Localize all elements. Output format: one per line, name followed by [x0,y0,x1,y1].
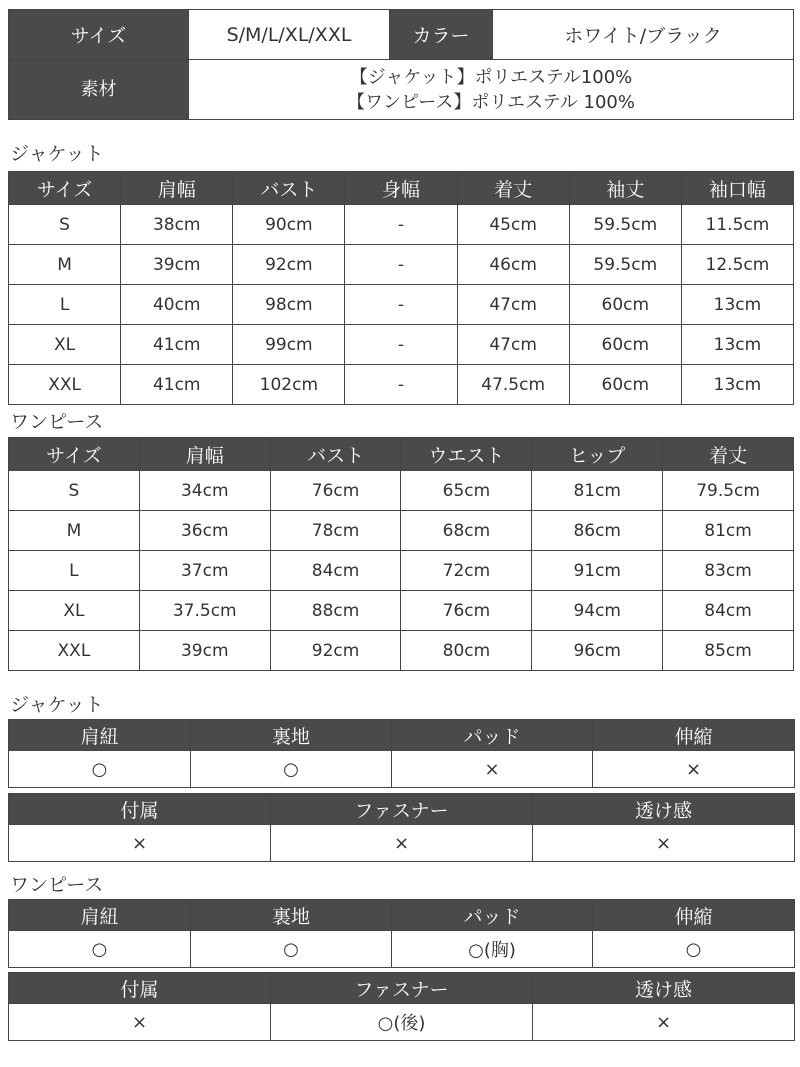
onepiece-feature-header: パッド [392,900,593,931]
onepiece-size-value-cell: 92cm [270,631,401,671]
onepiece-feature-header: 透け感 [533,973,795,1004]
jacket-features-table-2 [8,793,795,862]
material-line-onepiece: 【ワンピース】ポリエステル 100% [347,91,635,113]
onepiece-size-value-cell: 84cm [270,551,401,591]
onepiece-size-value-cell: 80cm [401,631,532,671]
onepiece-size-value-cell: 78cm [270,511,401,551]
onepiece-size-value-cell: 68cm [401,511,532,551]
jacket-size-value-cell: 12.5cm [681,245,793,285]
onepiece-feature-value: × [9,1004,271,1041]
jacket-size-table [8,171,794,405]
onepiece-size-value-cell: 86cm [532,511,663,551]
onepiece-size-value-cell: 36cm [139,511,270,551]
jacket-feature-header: ファスナー [271,794,533,825]
size-value: S/M/L/XL/XXL [189,10,390,60]
onepiece-size-value-cell: 88cm [270,591,401,631]
jacket-size-header-cell: サイズ [9,172,121,205]
onepiece-size-value-cell: 81cm [663,511,794,551]
spec-table [8,9,794,120]
onepiece-size-value-cell: 91cm [532,551,663,591]
jacket-size-value-cell: 90cm [233,205,345,245]
table-row [9,285,794,325]
onepiece-size-label-cell: L [9,551,140,591]
jacket-size-value-cell: 98cm [233,285,345,325]
table-row [9,591,794,631]
onepiece-size-value-cell: 37.5cm [139,591,270,631]
jacket-size-body [9,205,794,405]
jacket-size-value-cell: 59.5cm [569,205,681,245]
table-row [9,471,794,511]
jacket-size-value-cell: 60cm [569,285,681,325]
onepiece-size-value-cell: 79.5cm [663,471,794,511]
onepiece-size-value-cell: 34cm [139,471,270,511]
jacket-size-label-cell: M [9,245,121,285]
jacket-feature-value: × [533,825,795,862]
jacket-size-value-cell: 41cm [121,325,233,365]
color-label: カラー [390,10,493,60]
onepiece-size-value-cell: 94cm [532,591,663,631]
jacket-size-value-cell: - [345,205,457,245]
onepiece-feature-header: 肩紐 [9,900,191,931]
onepiece-size-value-cell: 81cm [532,471,663,511]
onepiece-size-label-cell: XL [9,591,140,631]
onepiece-size-value-cell: 39cm [139,631,270,671]
material-label: 素材 [9,60,189,120]
material-value [189,60,794,120]
jacket-size-label-cell: L [9,285,121,325]
jacket-size-header-row [9,172,794,205]
jacket-size-header-cell: 着丈 [457,172,569,205]
jacket-size-label-cell: S [9,205,121,245]
onepiece-features-table-2 [8,972,795,1041]
onepiece-size-header-cell: 着丈 [663,438,794,471]
jacket-size-label-cell: XL [9,325,121,365]
table-row [9,205,794,245]
jacket-feature-header: 透け感 [533,794,795,825]
table-row [9,245,794,285]
onepiece-size-label-cell: S [9,471,140,511]
onepiece-size-table [8,437,794,671]
onepiece-feature-value: ○ [593,931,795,968]
jacket-feature-header: 伸縮 [593,720,795,751]
jacket-size-value-cell: 47.5cm [457,365,569,405]
onepiece-size-header-cell: ウエスト [401,438,532,471]
jacket-features-title: ジャケット [10,694,104,716]
jacket-size-header-cell: 袖口幅 [681,172,793,205]
onepiece-feature-value: ○ [191,931,392,968]
jacket-feature-value: × [271,825,533,862]
jacket-size-value-cell: 40cm [121,285,233,325]
jacket-size-value-cell: 41cm [121,365,233,405]
onepiece-size-value-cell: 96cm [532,631,663,671]
onepiece-feature-header: 付属 [9,973,271,1004]
jacket-size-value-cell: 92cm [233,245,345,285]
onepiece-feature-value: × [533,1004,795,1041]
jacket-size-value-cell: - [345,245,457,285]
jacket-size-value-cell: 45cm [457,205,569,245]
table-row [9,631,794,671]
jacket-feature-header: 裏地 [191,720,392,751]
onepiece-size-value-cell: 85cm [663,631,794,671]
jacket-size-value-cell: 11.5cm [681,205,793,245]
onepiece-size-header-cell: ヒップ [532,438,663,471]
jacket-size-value-cell: 38cm [121,205,233,245]
onepiece-feature-header: ファスナー [271,973,533,1004]
material-line-jacket: 【ジャケット】ポリエステル100% [349,66,633,88]
jacket-size-title: ジャケット [10,143,104,165]
jacket-size-value-cell: 102cm [233,365,345,405]
onepiece-size-body [9,471,794,671]
jacket-size-value-cell: 46cm [457,245,569,285]
jacket-size-value-cell: - [345,285,457,325]
jacket-size-value-cell: 13cm [681,325,793,365]
jacket-size-value-cell: - [345,365,457,405]
onepiece-feature-value: ○(胸) [392,931,593,968]
onepiece-size-value-cell: 83cm [663,551,794,591]
onepiece-size-label-cell: XXL [9,631,140,671]
jacket-size-label-cell: XXL [9,365,121,405]
onepiece-size-header-row [9,438,794,471]
table-row [9,365,794,405]
onepiece-size-value-cell: 37cm [139,551,270,591]
size-label: サイズ [9,10,189,60]
onepiece-size-label-cell: M [9,511,140,551]
onepiece-size-header-cell: バスト [270,438,401,471]
onepiece-feature-header: 伸縮 [593,900,795,931]
jacket-size-header-cell: 袖丈 [569,172,681,205]
table-row [9,511,794,551]
jacket-feature-header: 肩紐 [9,720,191,751]
onepiece-features-table-1 [8,899,795,968]
jacket-feature-header: パッド [392,720,593,751]
onepiece-size-value-cell: 72cm [401,551,532,591]
onepiece-features-title: ワンピース [10,874,104,896]
jacket-feature-value: × [9,825,271,862]
onepiece-feature-value: ○ [9,931,191,968]
onepiece-size-title: ワンピース [10,411,104,433]
jacket-feature-value: ○ [9,751,191,788]
jacket-size-header-cell: 身幅 [345,172,457,205]
onepiece-size-header-cell: 肩幅 [139,438,270,471]
jacket-size-header-cell: 肩幅 [121,172,233,205]
onepiece-feature-header: 裏地 [191,900,392,931]
jacket-size-value-cell: 60cm [569,365,681,405]
jacket-feature-value: × [593,751,795,788]
color-value: ホワイト/ブラック [493,10,794,60]
onepiece-feature-value: ○(後) [271,1004,533,1041]
onepiece-size-value-cell: 65cm [401,471,532,511]
table-row [9,551,794,591]
jacket-size-value-cell: 47cm [457,285,569,325]
jacket-size-value-cell: - [345,325,457,365]
jacket-feature-header: 付属 [9,794,271,825]
jacket-size-value-cell: 13cm [681,365,793,405]
jacket-size-value-cell: 39cm [121,245,233,285]
jacket-feature-value: ○ [191,751,392,788]
onepiece-size-value-cell: 76cm [270,471,401,511]
jacket-size-value-cell: 60cm [569,325,681,365]
jacket-size-value-cell: 59.5cm [569,245,681,285]
jacket-feature-value: × [392,751,593,788]
onepiece-size-value-cell: 84cm [663,591,794,631]
table-row [9,325,794,365]
jacket-features-table-1 [8,719,795,788]
jacket-size-value-cell: 99cm [233,325,345,365]
onepiece-size-value-cell: 76cm [401,591,532,631]
onepiece-size-header-cell: サイズ [9,438,140,471]
jacket-size-value-cell: 47cm [457,325,569,365]
jacket-size-header-cell: バスト [233,172,345,205]
jacket-size-value-cell: 13cm [681,285,793,325]
